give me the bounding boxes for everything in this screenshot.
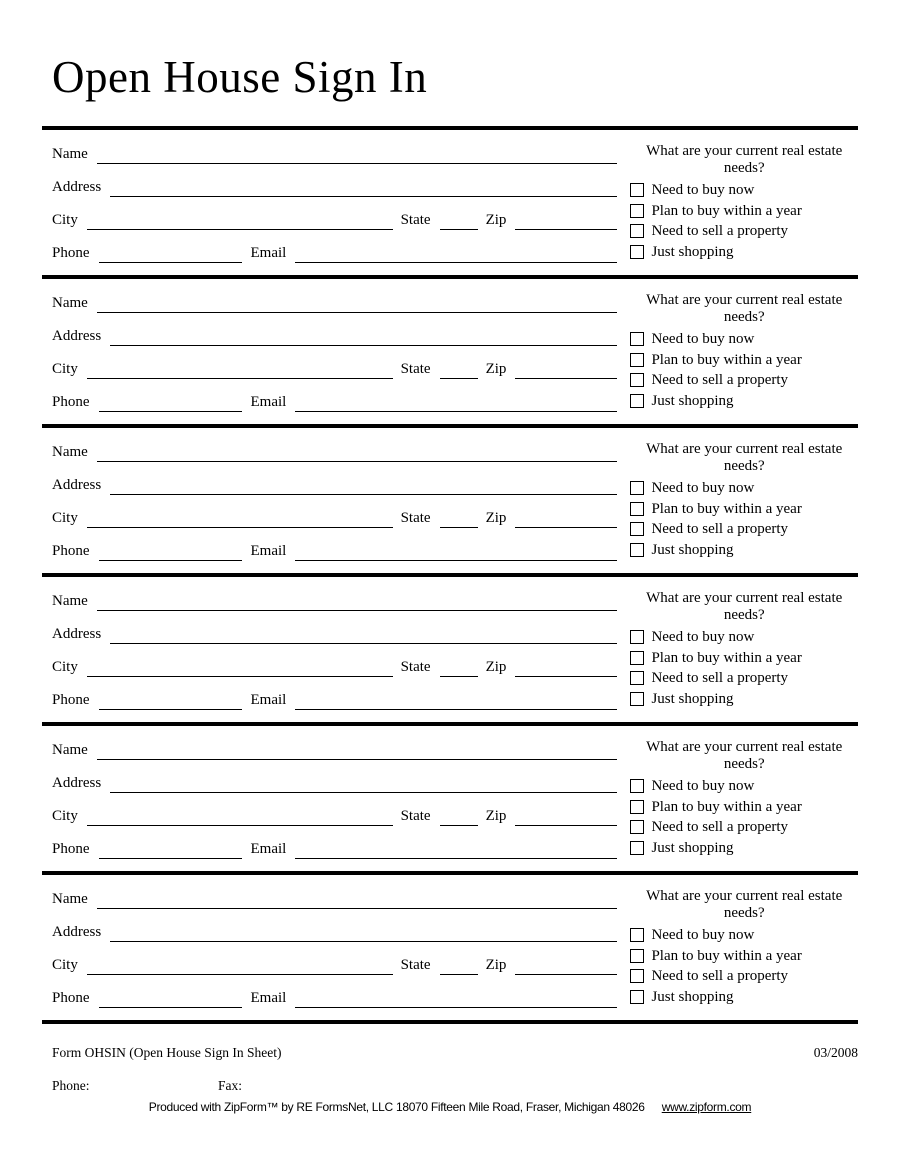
zipform-website-link[interactable]: www.zipform.com [661,1100,752,1114]
name-label: Name [52,295,88,311]
city-field-line[interactable] [87,209,393,230]
name-label: Name [52,146,88,162]
city-label: City [52,510,78,526]
zip-field-line[interactable] [515,358,617,379]
phone-field-line[interactable] [99,689,242,710]
phone-field-line[interactable] [99,391,242,412]
phone-email-row [52,540,617,561]
sign-in-entry [42,130,858,279]
address-label: Address [52,626,102,642]
name-row [52,292,617,313]
need-to-buy-now-checkbox[interactable] [630,779,644,793]
entry-fields [42,577,617,722]
address-row [52,325,617,346]
zip-label: Zip [485,212,507,228]
just-shopping-checkbox[interactable] [630,543,644,557]
city-state-zip-row [52,358,617,379]
email-label: Email [250,990,287,1006]
phone-label: Phone [52,841,90,857]
just-shopping-label: Just shopping [651,690,734,707]
need-to-sell-checkbox[interactable] [630,373,644,387]
plan-to-buy-label: Plan to buy within a year [651,947,802,964]
just-shopping-label: Just shopping [651,392,734,409]
need-to-buy-now-checkbox[interactable] [630,630,644,644]
needs-option [630,925,858,946]
zip-field-line[interactable] [515,507,617,528]
entry-fields [42,875,617,1020]
zip-field-line[interactable] [515,656,617,677]
phone-field-line[interactable] [99,838,242,859]
need-to-buy-now-label: Need to buy now [651,629,755,646]
needs-option [630,797,858,818]
needs-options [630,329,858,411]
footer-contact-row [42,1078,858,1094]
city-field-line[interactable] [87,656,393,677]
needs-question: What are your current real estate needs? [646,292,843,325]
need-to-buy-now-checkbox[interactable] [630,928,644,942]
address-label: Address [52,179,102,195]
city-label: City [52,957,78,973]
need-to-buy-now-checkbox[interactable] [630,332,644,346]
name-label: Name [52,593,88,609]
zip-label: Zip [485,957,507,973]
footer [42,1024,858,1114]
footer-form-row [42,1045,858,1061]
needs-option [630,987,858,1008]
plan-to-buy-label: Plan to buy within a year [651,351,802,368]
name-field-line[interactable] [97,292,618,313]
address-field-line[interactable] [110,474,617,495]
phone-email-row [52,987,617,1008]
need-to-buy-now-label: Need to buy now [651,331,755,348]
state-field-line[interactable] [440,209,478,230]
state-label: State [400,808,431,824]
needs-column [630,279,858,411]
needs-options [630,180,858,262]
needs-option [630,242,858,263]
just-shopping-label: Just shopping [651,988,734,1005]
state-field-line[interactable] [440,507,478,528]
needs-column [630,875,858,1007]
phone-field-line[interactable] [99,540,242,561]
phone-label: Phone [52,990,90,1006]
needs-option [630,329,858,350]
footer-produced-row [42,1100,858,1114]
form-id: Form OHSIN (Open House Sign In Sheet) [52,1045,282,1060]
city-state-zip-row [52,209,617,230]
produced-by-text: Produced with ZipForm™ by RE FormsNet, LLC 18070 Fifteen Mile Road, Fraser, Michigan 48026 [148,1100,645,1114]
sign-in-entry [42,279,858,428]
sign-in-entry [42,875,858,1024]
page-title: Open House Sign In [52,52,428,102]
zip-label: Zip [485,808,507,824]
needs-column [630,726,858,858]
phone-field-line[interactable] [99,242,242,263]
needs-question: What are your current real estate needs? [646,888,843,921]
plan-to-buy-checkbox[interactable] [630,651,644,665]
needs-option [630,180,858,201]
address-field-line[interactable] [110,921,617,942]
name-row [52,888,617,909]
state-label: State [400,957,431,973]
state-label: State [400,212,431,228]
name-label: Name [52,742,88,758]
address-label: Address [52,924,102,940]
needs-option [630,689,858,710]
needs-option [630,627,858,648]
phone-label: Phone [52,692,90,708]
needs-option [630,648,858,669]
entry-fields [42,428,617,573]
name-label: Name [52,444,88,460]
address-label: Address [52,775,102,791]
city-field-line[interactable] [87,358,393,379]
name-field-line[interactable] [97,739,618,760]
need-to-sell-label: Need to sell a property [651,819,789,836]
email-field-line[interactable] [295,987,617,1008]
need-to-sell-checkbox[interactable] [630,820,644,834]
needs-option [630,946,858,967]
name-field-line[interactable] [97,888,618,909]
needs-options [630,627,858,709]
need-to-sell-checkbox[interactable] [630,671,644,685]
state-field-line[interactable] [440,805,478,826]
need-to-sell-checkbox[interactable] [630,224,644,238]
needs-options [630,776,858,858]
state-label: State [400,659,431,675]
needs-option [630,540,858,561]
address-row [52,474,617,495]
city-state-zip-row [52,507,617,528]
needs-question: What are your current real estate needs? [646,590,843,623]
address-row [52,772,617,793]
email-label: Email [250,841,287,857]
needs-option [630,499,858,520]
address-row [52,921,617,942]
needs-options [630,478,858,560]
name-field-line[interactable] [97,143,618,164]
phone-email-row [52,838,617,859]
title-block [42,0,858,130]
need-to-buy-now-label: Need to buy now [651,480,755,497]
need-to-buy-now-checkbox[interactable] [630,183,644,197]
need-to-sell-label: Need to sell a property [651,223,789,240]
entries [42,130,858,1024]
address-row [52,623,617,644]
plan-to-buy-checkbox[interactable] [630,800,644,814]
phone-field-line[interactable] [99,987,242,1008]
email-field-line[interactable] [295,391,617,412]
needs-column [630,577,858,709]
email-label: Email [250,245,287,261]
plan-to-buy-checkbox[interactable] [630,949,644,963]
needs-option [630,478,858,499]
phone-label: Phone [52,543,90,559]
needs-column [630,130,858,262]
email-label: Email [250,394,287,410]
plan-to-buy-checkbox[interactable] [630,353,644,367]
state-label: State [400,361,431,377]
email-label: Email [250,543,287,559]
need-to-sell-label: Need to sell a property [651,521,789,538]
sign-in-entry [42,428,858,577]
plan-to-buy-label: Plan to buy within a year [651,649,802,666]
city-label: City [52,808,78,824]
just-shopping-checkbox[interactable] [630,394,644,408]
phone-email-row [52,689,617,710]
zip-field-line[interactable] [515,209,617,230]
needs-option [630,838,858,859]
just-shopping-label: Just shopping [651,243,734,260]
address-field-line[interactable] [110,176,617,197]
just-shopping-checkbox[interactable] [630,245,644,259]
state-label: State [400,510,431,526]
name-label: Name [52,891,88,907]
plan-to-buy-label: Plan to buy within a year [651,798,802,815]
city-state-zip-row [52,954,617,975]
sign-in-entry [42,726,858,875]
state-field-line[interactable] [440,358,478,379]
phone-email-row [52,391,617,412]
need-to-sell-checkbox[interactable] [630,522,644,536]
zip-field-line[interactable] [515,805,617,826]
phone-email-row [52,242,617,263]
plan-to-buy-label: Plan to buy within a year [651,202,802,219]
name-row [52,590,617,611]
need-to-sell-label: Need to sell a property [651,968,789,985]
zip-label: Zip [485,659,507,675]
needs-option [630,966,858,987]
zip-label: Zip [485,510,507,526]
just-shopping-checkbox[interactable] [630,990,644,1004]
email-field-line[interactable] [295,242,617,263]
zip-label: Zip [485,361,507,377]
state-field-line[interactable] [440,954,478,975]
need-to-buy-now-label: Need to buy now [651,182,755,199]
needs-option [630,668,858,689]
needs-option [630,817,858,838]
needs-question: What are your current real estate needs? [646,143,843,176]
address-label: Address [52,477,102,493]
state-field-line[interactable] [440,656,478,677]
sign-in-entry [42,577,858,726]
needs-option [630,391,858,412]
needs-option [630,776,858,797]
entry-fields [42,130,617,275]
city-field-line[interactable] [87,954,393,975]
phone-label: Phone [52,394,90,410]
needs-option [630,350,858,371]
address-row [52,176,617,197]
phone-label: Phone [52,245,90,261]
plan-to-buy-checkbox[interactable] [630,204,644,218]
plan-to-buy-checkbox[interactable] [630,502,644,516]
zip-field-line[interactable] [515,954,617,975]
name-row [52,143,617,164]
footer-phone-label: Phone: [52,1078,90,1093]
just-shopping-checkbox[interactable] [630,841,644,855]
city-field-line[interactable] [87,805,393,826]
needs-option [630,221,858,242]
need-to-sell-label: Need to sell a property [651,670,789,687]
city-state-zip-row [52,656,617,677]
just-shopping-label: Just shopping [651,839,734,856]
city-field-line[interactable] [87,507,393,528]
needs-question: What are your current real estate needs? [646,739,843,772]
email-field-line[interactable] [295,540,617,561]
need-to-buy-now-label: Need to buy now [651,927,755,944]
needs-options [630,925,858,1007]
footer-fax-label: Fax: [218,1078,243,1093]
needs-column [630,428,858,560]
address-field-line[interactable] [110,325,617,346]
just-shopping-label: Just shopping [651,541,734,558]
needs-option [630,201,858,222]
need-to-buy-now-label: Need to buy now [651,778,755,795]
name-row [52,739,617,760]
name-row [52,441,617,462]
just-shopping-checkbox[interactable] [630,692,644,706]
email-label: Email [250,692,287,708]
city-label: City [52,361,78,377]
needs-question: What are your current real estate needs? [646,441,843,474]
needs-option [630,519,858,540]
city-label: City [52,659,78,675]
need-to-sell-checkbox[interactable] [630,969,644,983]
city-state-zip-row [52,805,617,826]
entry-fields [42,726,617,871]
need-to-sell-label: Need to sell a property [651,372,789,389]
name-field-line[interactable] [97,590,618,611]
address-field-line[interactable] [110,772,617,793]
needs-option [630,370,858,391]
name-field-line[interactable] [97,441,618,462]
plan-to-buy-label: Plan to buy within a year [651,500,802,517]
address-field-line[interactable] [110,623,617,644]
address-label: Address [52,328,102,344]
email-field-line[interactable] [295,838,617,859]
city-label: City [52,212,78,228]
revision-date: 03/2008 [813,1045,858,1060]
email-field-line[interactable] [295,689,617,710]
entry-fields [42,279,617,424]
need-to-buy-now-checkbox[interactable] [630,481,644,495]
